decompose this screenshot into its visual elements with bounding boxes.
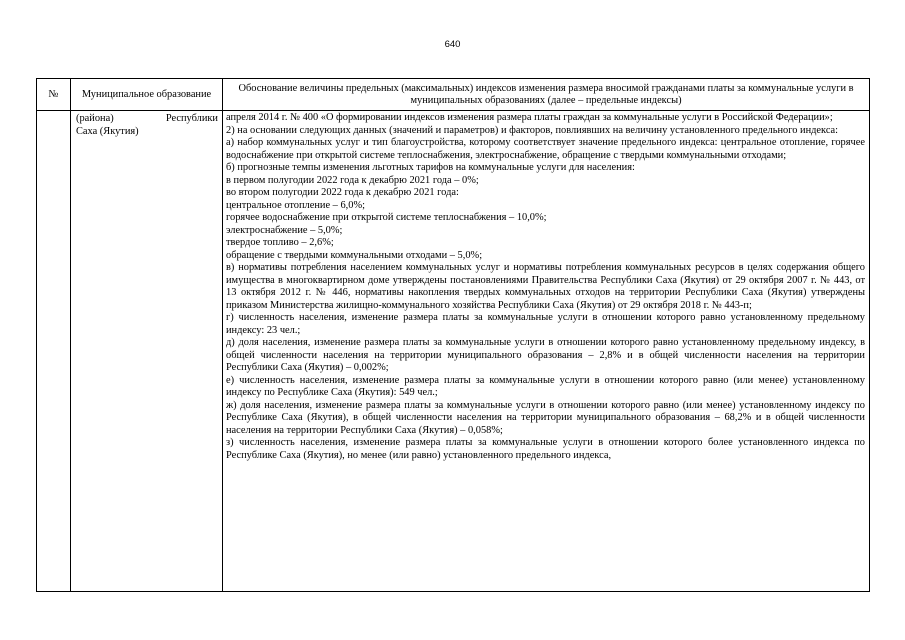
municipality-part1: (района) bbox=[76, 113, 114, 124]
justification-paragraph: ж) доля населения, изменение размера платы за коммунальные услуги в отношении которого равно (или менее) установленному индексу по Республике Саха (Якутия), в общей численности населения на территории муниципального образования – 68,2% и в общей численности населения на территории Республики Саха (Якутия) – 0,058%; bbox=[226, 399, 865, 436]
justification-paragraph: а) набор коммунальных услуг и тип благоустройства, которому соответствует значение предельного индекса: центральное отопление, горячее водоснабжение при открытой системе теплоснабжения, электроснабжение, обращение с твердыми коммунальными отходами; bbox=[226, 137, 865, 161]
row-number-cell bbox=[37, 111, 71, 592]
justification-cell bbox=[223, 111, 870, 592]
justification-paragraph: обращение с твердыми коммунальными отходами – 5,0%; bbox=[226, 249, 483, 261]
justification-paragraph: в) нормативы потребления населением коммунальных услуг и нормативы потребления коммунальных ресурсов в целях содержания общего имущества в многоквартирном доме утверждены постановлениями Правительства Республики Саха (Якутия) от 29 октября 2007 г. № 443, от 13 октября 2012 г. № 446, нормативы накопления твердых коммунальных отходов на территории Республики Саха (Якутия) утверждены приказом Министерства жилищно-коммунального хозяйства Республики Саха (Якутия) от 29 октября 2018 г. № 443-п; bbox=[226, 262, 865, 311]
justification-paragraph: апреля 2014 г. № 400 «О формировании индексов изменения размера платы граждан за коммунальные услуги в Российской Федерации»; bbox=[226, 112, 833, 123]
justification-paragraph: е) численность населения, изменение размера платы за коммунальные услуги в отношении которого равно (или менее) установленному индексу по Республике Саха (Якутия): 549 чел.; bbox=[226, 374, 865, 398]
header-number: № bbox=[37, 79, 71, 111]
justification-paragraph: д) доля населения, изменение размера платы за коммунальные услуги в отношении которого равно установленному предельному индексу, в общей численности населения на территории муниципального образования – 2,8% и в общей численности населения на территории Республики Саха (Якутия) – 0,002%; bbox=[226, 337, 865, 373]
justification-paragraph: во втором полугодии 2022 года к декабрю 2021 года: bbox=[226, 187, 459, 198]
justification-paragraph: в первом полугодии 2022 года к декабрю 2021 года – 0%; bbox=[226, 174, 479, 186]
document-table bbox=[36, 78, 870, 592]
municipality-part2: Республики bbox=[165, 113, 218, 124]
justification-paragraph: б) прогнозные темпы изменения льготных тарифов на коммунальные услуги для населения: bbox=[226, 162, 635, 173]
municipality-cell bbox=[71, 111, 223, 592]
justification-paragraph: горячее водоснабжение при открытой системе теплоснабжения – 10,0%; bbox=[226, 212, 547, 223]
justification-paragraph: з) численность населения, изменение размера платы за коммунальные услуги в отношении которого более установленного индекса по Республике Саха (Якутия), но менее (или равно) установленного предельного индекса, bbox=[226, 437, 865, 461]
header-justification: Обоснование величины предельных (максимальных) индексов изменения размера вносимой гражданами платы за коммунальные услуги в муниципальных образованиях (далее – предельные индексы) bbox=[223, 79, 870, 111]
justification-paragraph: твердое топливо – 2,6%; bbox=[226, 237, 334, 248]
page-number: 640 bbox=[444, 39, 461, 50]
justification-paragraph: 2) на основании следующих данных (значений и параметров) и факторов, повлиявших на величину установленного предельного индекса: bbox=[226, 124, 839, 136]
municipality-part3: Саха (Якутия) bbox=[76, 126, 139, 137]
justification-paragraph: электроснабжение – 5,0%; bbox=[226, 224, 343, 236]
justification-text bbox=[223, 111, 869, 591]
header-municipality: Муниципальное образование bbox=[71, 79, 223, 111]
justification-paragraph: г) численность населения, изменение размера платы за коммунальные услуги в отношении которого равно установленному предельному индексу: 23 чел.; bbox=[226, 312, 865, 336]
justification-paragraph: центральное отопление – 6,0%; bbox=[226, 199, 365, 211]
